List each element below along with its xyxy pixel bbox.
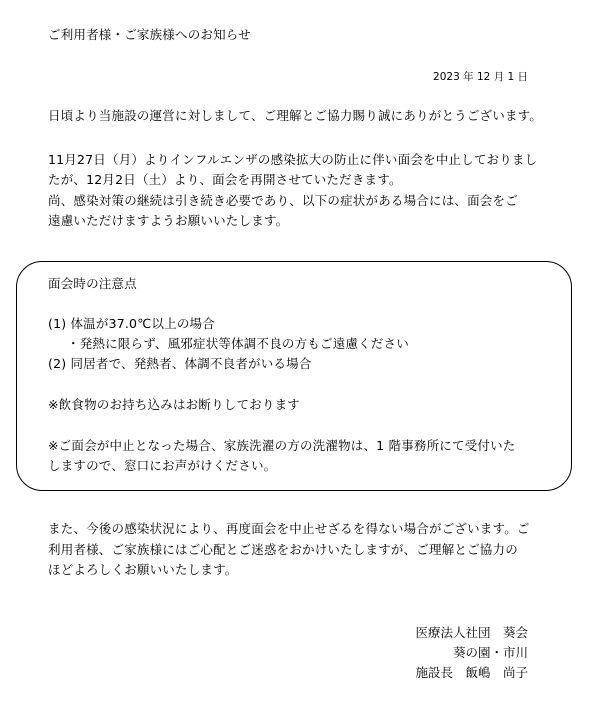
- announcement-line: 11月27日（月）よりインフルエンザの感染拡大の防止に伴い面会を中止しておりまし: [48, 152, 538, 167]
- closing-line: ほどよろしくお願いいたします。: [48, 562, 238, 577]
- announcement-line: たが、12月2日（土）より、面会を再開させていただきます。: [48, 172, 402, 187]
- signature-organization: 医療法人社団 葵会: [415, 625, 528, 640]
- announcement-line: 遠慮いただけますようお願いいたします。: [48, 213, 289, 228]
- document-date: 2023 年 12 月 1 日: [433, 71, 528, 83]
- visit-notice-subitem: ・発熱に限らず、風邪症状等体調不良の方もご遠慮ください: [67, 336, 409, 351]
- visit-notice-title: 面会時の注意点: [48, 276, 137, 291]
- announcement-line: 尚、感染対策の継続は引き続き必要であり、以下の症状がある場合には、面会をご: [48, 193, 518, 208]
- closing-line: 利用者様、ご家族様にはご心配とご迷惑をおかけいたしますが、ご理解とご協力の: [48, 542, 518, 557]
- food-note: ※飲食物のお持ち込みはお断りしております: [48, 397, 300, 412]
- laundry-note-line: しますので、窓口にお声がけください。: [48, 458, 277, 473]
- laundry-note-line: ※ご面会が中止となった場合、家族洗濯の方の洗濯物は、1 階事務所にて受付いた: [48, 438, 516, 453]
- visit-notice-item-2: (2) 同居者で、発熱者、体調不良者がいる場合: [48, 356, 312, 371]
- visit-notice-item-1: (1) 体温が37.0℃以上の場合: [48, 316, 215, 331]
- closing-line: また、今後の感染状況により、再度面会を中止せざるを得ない場合がございます。ご: [48, 521, 530, 536]
- signature-director: 施設長 飯嶋 尚子: [415, 665, 528, 680]
- greeting-paragraph: 日頃より当施設の運営に対しまして、ご理解とご協力賜り誠にありがとうございます。: [48, 108, 543, 123]
- signature-facility: 葵の園・市川: [452, 645, 528, 660]
- visit-notice-box: [16, 261, 572, 491]
- document-heading: ご利用者様・ご家族様へのお知らせ: [48, 27, 251, 42]
